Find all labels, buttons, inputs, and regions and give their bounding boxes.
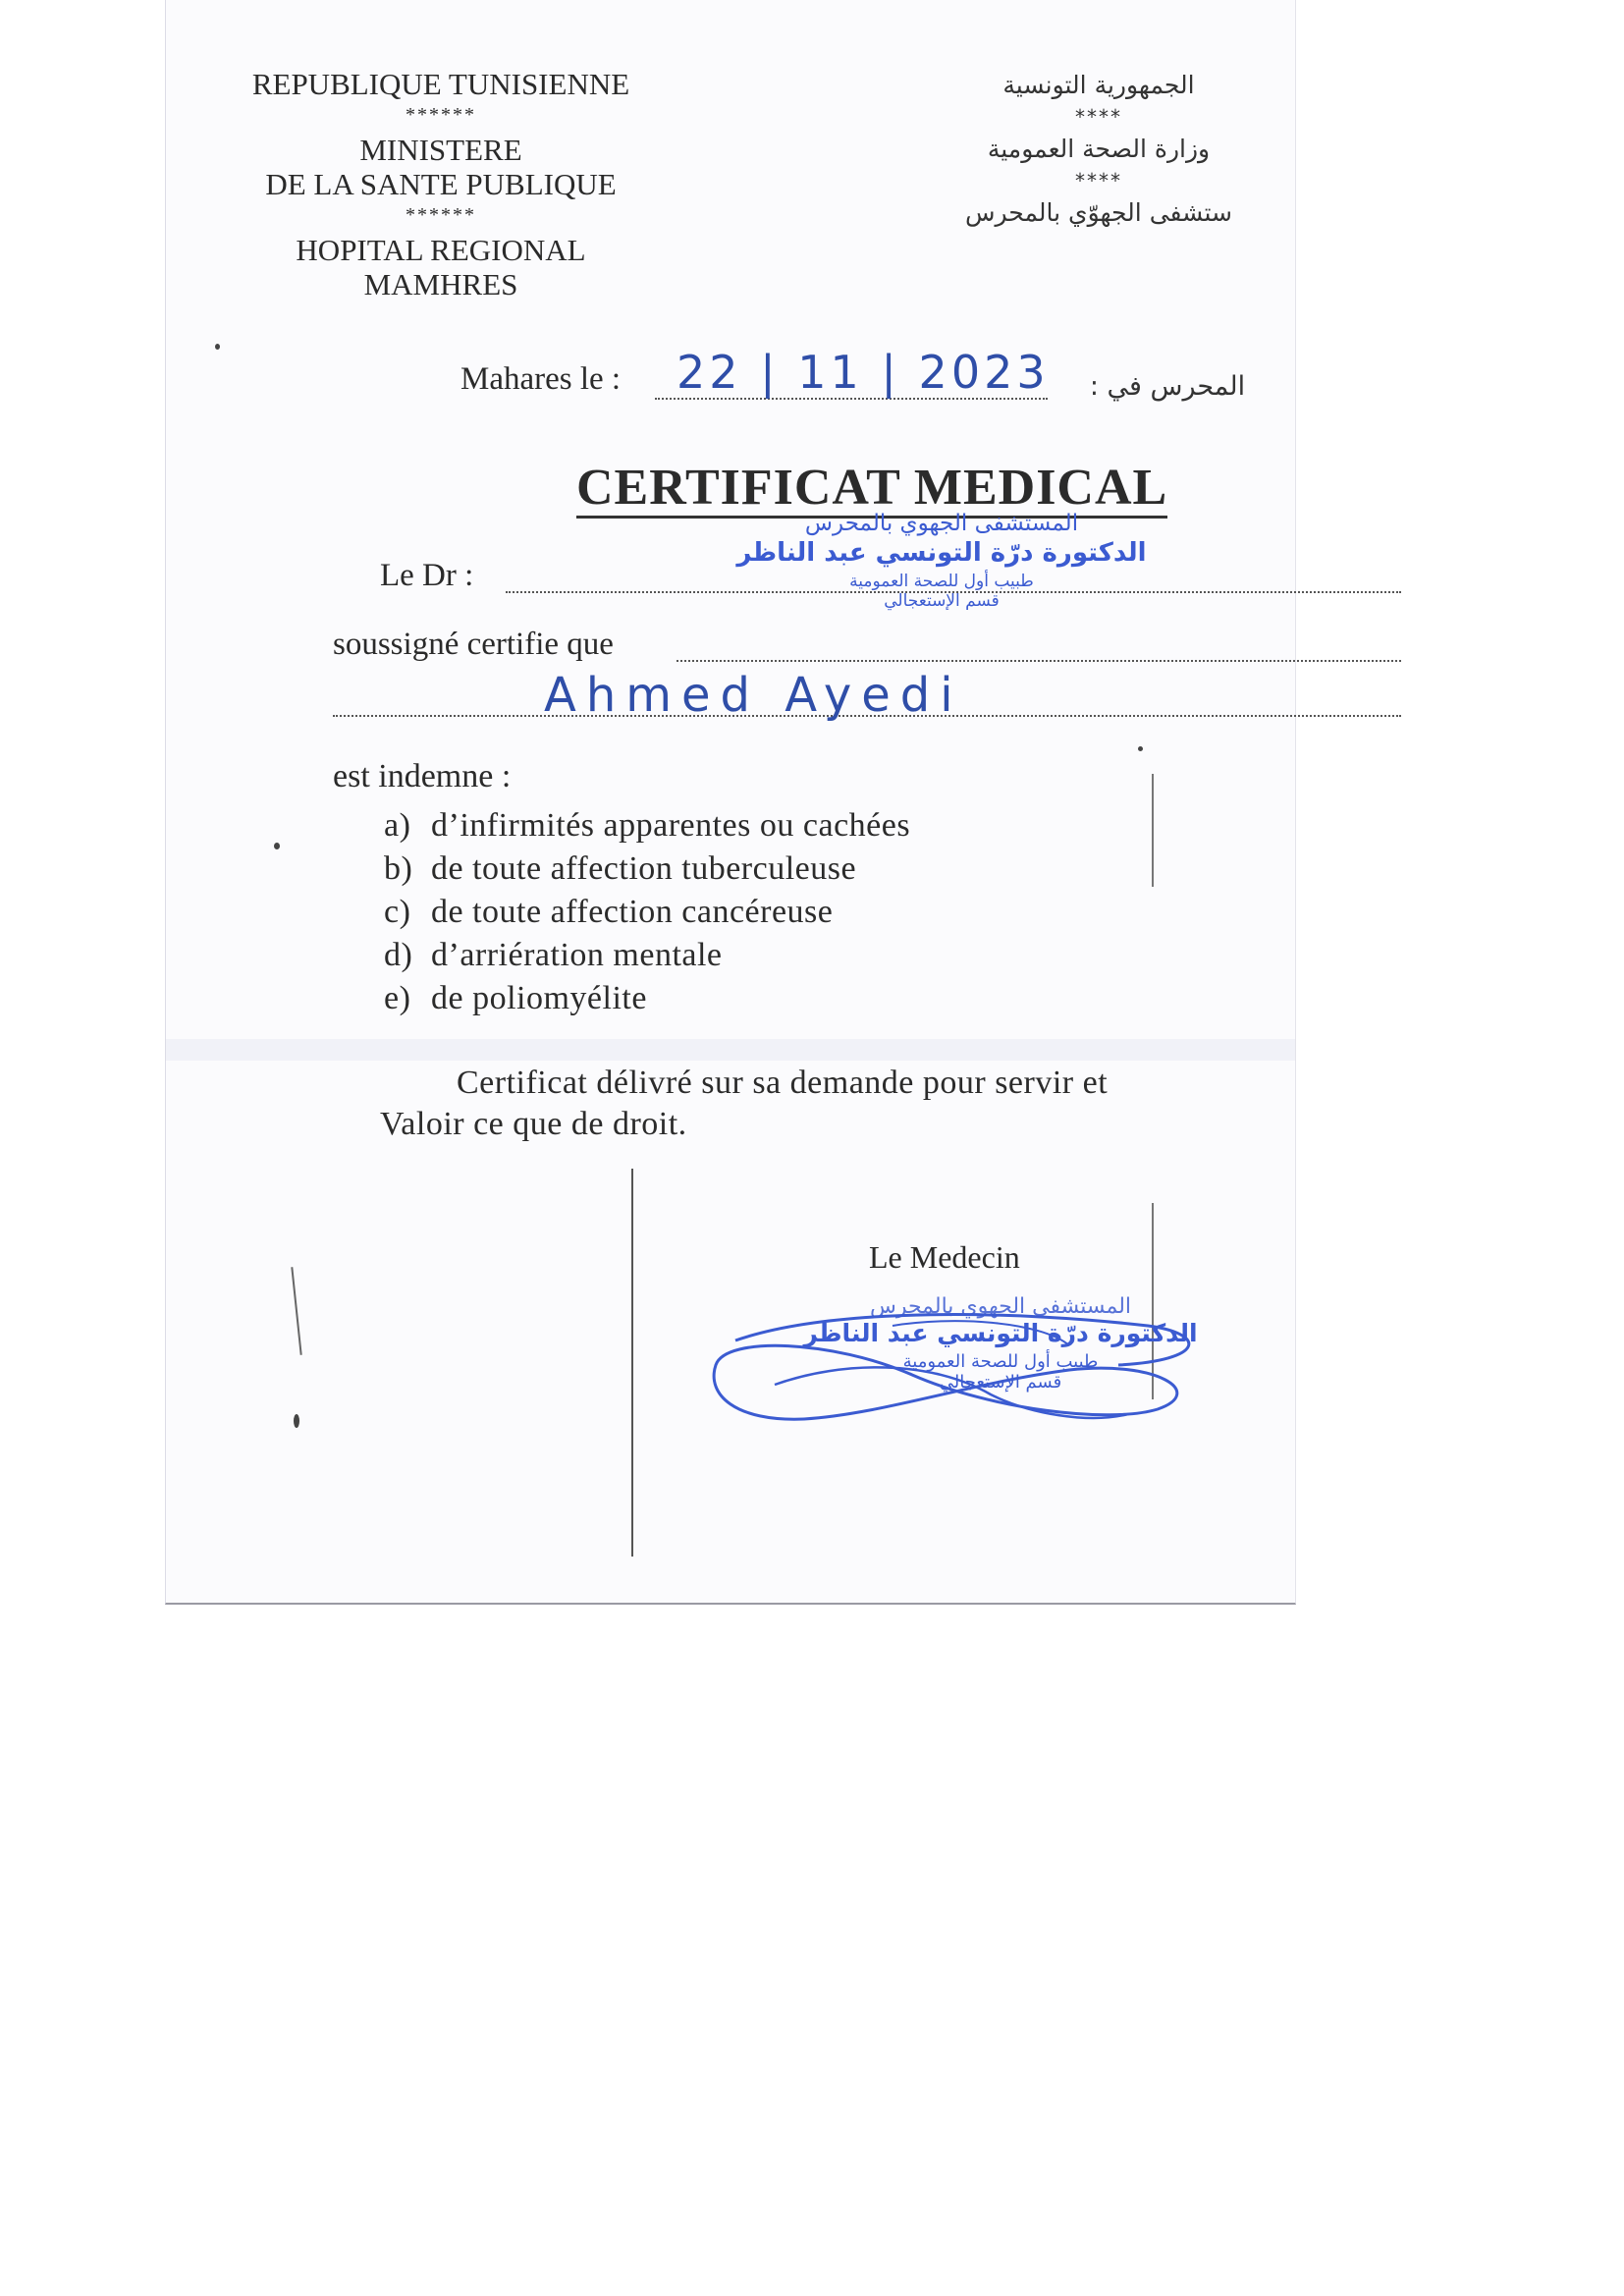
signature-stamp-doctor: الدكتورة درّة التونسي عبد الناظر — [803, 1319, 1198, 1347]
signature-stamp-department: قسم الإستعجالي — [939, 1372, 1062, 1393]
list-item — [384, 850, 856, 888]
hospital-ar: ستشفى الجهوّي بالمحرس — [965, 198, 1232, 227]
list-item-text: de toute affection tuberculeuse — [431, 850, 857, 887]
date-handwritten: 22 | 11 | 2023 — [677, 346, 1050, 399]
list-item — [384, 937, 723, 974]
hospital-line1: HOPITAL REGIONAL — [296, 233, 586, 267]
signature-stamp-hospital: المستشفى الجهوي بالمحرس — [869, 1294, 1132, 1319]
date-label-ar: المحرس في : — [1089, 371, 1246, 402]
stamp-title: طبيب أول للصحة العمومية — [849, 572, 1034, 591]
doctor-dotted-line — [506, 591, 1401, 593]
page-title: CERTIFICAT MEDICAL — [576, 462, 1167, 519]
scan-speck — [274, 843, 280, 849]
doctor-stamp — [735, 511, 1148, 611]
paper-fold — [166, 1039, 1295, 1061]
stamp-department: قسم الإستعجالي — [884, 591, 1000, 611]
list-item-key: a) — [384, 807, 411, 844]
patient-name-handwritten: Ahmed Ayedi — [544, 668, 963, 723]
list-item-key: b) — [384, 850, 413, 887]
country-name: REPUBLIQUE TUNISIENNE — [251, 67, 630, 101]
header-stars: ****** — [406, 204, 476, 226]
list-item-key: d) — [384, 937, 413, 973]
vertical-rule — [1152, 774, 1154, 887]
ministry-ar: وزارة الصحة العمومية — [987, 135, 1211, 163]
doctor-label: Le Dr : — [380, 558, 474, 593]
declaration-intro: est indemne : — [333, 758, 512, 794]
scan-speck — [215, 344, 220, 350]
header-stars: ****** — [406, 104, 476, 126]
list-item-key: c) — [384, 894, 411, 930]
scan-mark — [291, 1267, 301, 1355]
certificate-sheet — [165, 0, 1296, 1605]
signature-stamp-title: طبيب أول للصحة العمومية — [902, 1351, 1099, 1372]
scan-speck — [294, 1414, 299, 1428]
header-right — [942, 71, 1256, 227]
list-item-key: e) — [384, 980, 411, 1016]
signature-label: Le Medecin — [869, 1239, 1020, 1275]
list-item-text: d’infirmités apparentes ou cachées — [431, 807, 911, 844]
closing-line2: Valoir ce que de droit. — [380, 1106, 687, 1142]
list-item-text: d’arriération mentale — [431, 937, 723, 973]
header-stars: **** — [1075, 169, 1122, 192]
header-stars: **** — [1075, 105, 1122, 129]
ministry-line1: MINISTERE — [359, 133, 522, 167]
certify-dotted-line — [677, 660, 1401, 662]
country-name-ar: الجمهورية التونسية — [1002, 71, 1195, 99]
list-item-text: de poliomyélite — [431, 980, 647, 1016]
list-item — [384, 894, 833, 931]
hospital-line2: MAMHRES — [363, 267, 518, 301]
ministry-line2: DE LA SANTE PUBLIQUE — [265, 167, 617, 201]
list-item — [384, 980, 647, 1017]
vertical-rule — [631, 1169, 633, 1557]
stamp-doctor-name: الدكتورة درّة التونسي عبد الناظر — [736, 538, 1147, 568]
scan-speck — [1138, 746, 1143, 751]
list-item-text: de toute affection cancéreuse — [431, 894, 834, 930]
list-item — [384, 807, 910, 845]
closing-line1: Certificat délivré sur sa demande pour servir et — [457, 1065, 1109, 1101]
header-left — [225, 69, 657, 300]
certify-label: soussigné certifie que — [333, 627, 614, 662]
date-label: Mahares le : — [460, 361, 622, 397]
stamp-hospital: المستشفى الجهوي بالمحرس — [804, 511, 1079, 536]
signature-scribble — [696, 1267, 1246, 1453]
